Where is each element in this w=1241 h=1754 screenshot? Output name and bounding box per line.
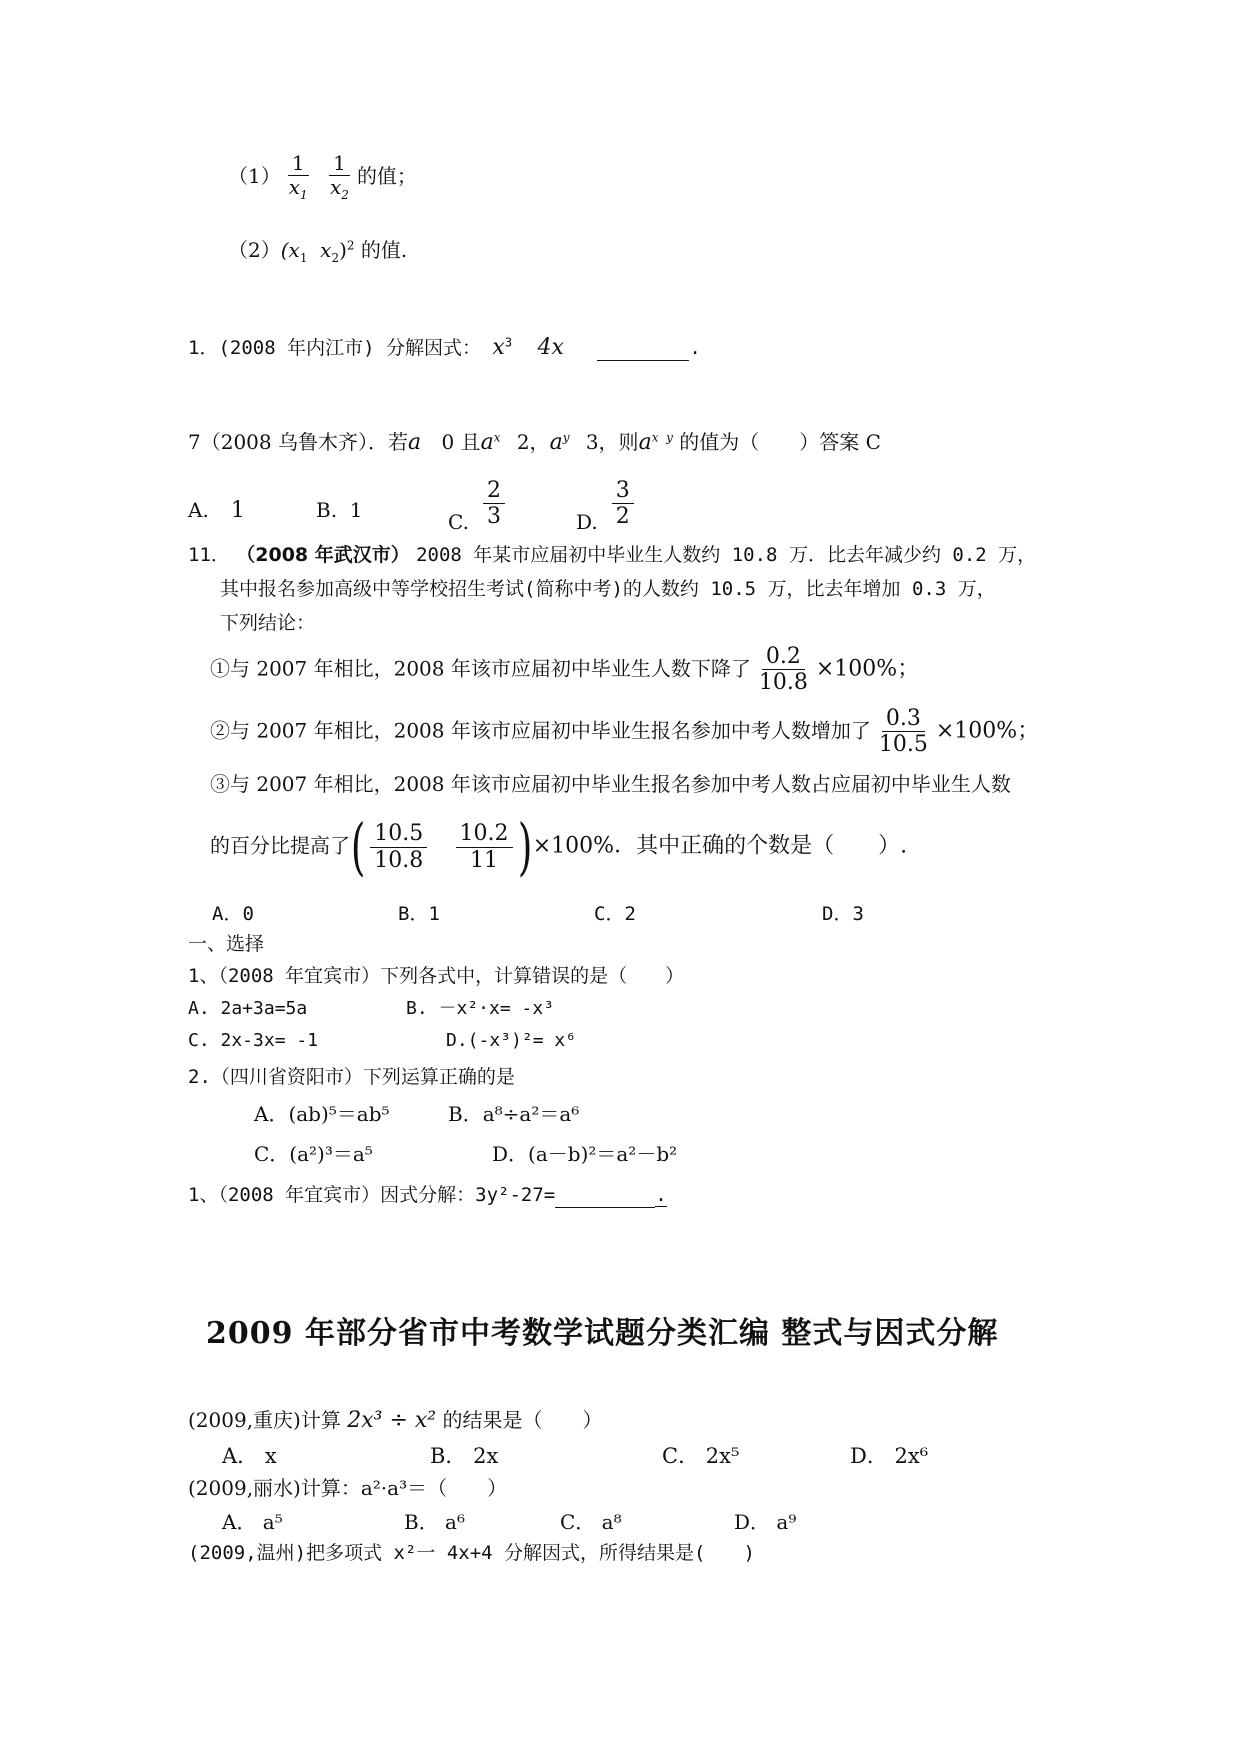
question-tail: 的结果是（ ） [442, 1408, 603, 1432]
conclusion-2 [210, 706, 1039, 758]
option-d [576, 478, 638, 535]
exponent: 2 [346, 238, 355, 253]
fraction-1-over-x2 [326, 152, 353, 203]
denominator [326, 176, 353, 203]
option-a: A．(ab)⁵＝ab⁵ [254, 1102, 390, 1126]
option-b: B. 1 [316, 498, 363, 522]
denominator-var: x [288, 175, 301, 199]
conclusion-tail: ×100%； [815, 656, 920, 682]
option-d: D． 2x⁶ [850, 1444, 929, 1468]
denominator: 3 [486, 504, 501, 530]
option-b: B． 2x [430, 1444, 499, 1468]
expr: 2x³ ÷ x² [347, 1408, 437, 1433]
numerator: 0.2 [762, 644, 805, 670]
expr: 2， [516, 430, 550, 454]
question-yibin-2 [188, 1184, 667, 1208]
option-c: C． a⁸ [560, 1510, 622, 1534]
denominator: 2 [615, 504, 630, 530]
numerator: 3 [612, 478, 634, 504]
question-tail: 的值为（ ）答案 C [679, 430, 881, 454]
option-d: D． a⁹ [734, 1510, 797, 1534]
part-tail: 的值. [360, 238, 408, 262]
question-wuhan-line2: 其中报名参加高级中等学校招生考试(简称中考)的人数约 10.5 万，比去年增加 0.3 万， [220, 578, 996, 600]
prev-part-1 [228, 152, 417, 203]
conclusion-text: ②与 2007 年相比，2008 年该市应届初中毕业生报名参加中考人数增加了 [210, 718, 871, 743]
fraction [483, 478, 505, 530]
numerator: 1 [288, 152, 309, 176]
denominator: 11 [470, 847, 499, 873]
denominator: 10.5 [878, 732, 928, 758]
part-label: （2） [228, 238, 281, 262]
left-paren: ( [350, 810, 366, 883]
conclusion-3: ③与 2007 年相比，2008 年该市应届初中毕业生报名参加中考人数占应届初中毕业生人数 [210, 772, 1011, 796]
expr: ) [339, 238, 347, 262]
question-text: 2008 年某市应届初中毕业生人数约 10.8 万．比去年减少约 0.2 万， [416, 544, 1037, 566]
answer-blank[interactable] [597, 340, 689, 361]
expr: x [307, 238, 332, 262]
option-a: A． x [222, 1444, 277, 1468]
fraction [875, 706, 932, 758]
page-title: 2009 年部分省市中考数学试题分类汇编 整式与因式分解 [206, 1316, 999, 1351]
question-wuhan-line1 [188, 542, 1036, 567]
expr: x [492, 335, 505, 360]
question-neijiang [188, 335, 701, 361]
numerator: 10.5 [370, 821, 427, 847]
question-text: 7（2008 乌鲁木齐）．若 [188, 430, 408, 454]
denominator: 10.8 [758, 670, 808, 696]
conclusion-text: ①与 2007 年相比，2008 年该市应届初中毕业生人数下降了 [210, 656, 751, 681]
option-a: A．0 [212, 903, 254, 925]
option-a: A． a⁵ [222, 1510, 283, 1534]
exponent: y [562, 430, 570, 445]
fraction [370, 821, 427, 873]
question-urumqi [188, 430, 881, 456]
fraction [456, 821, 513, 873]
denominator-var: x [330, 175, 342, 199]
option-c: C．(a²)³＝a⁵ [254, 1142, 373, 1166]
question-lishui: (2009,丽水)计算：a²·a³＝（ ） [188, 1476, 508, 1500]
expr: a [638, 430, 652, 455]
subscript: 1 [300, 188, 308, 202]
option-c [448, 478, 509, 535]
numerator: 10.2 [456, 821, 513, 847]
denominator [285, 176, 312, 203]
subscript: 1 [299, 251, 308, 265]
expr: (x [280, 238, 300, 262]
subscript: 2 [341, 188, 349, 202]
option-d: D．3 [822, 903, 864, 925]
question-wuhan-line3: 下列结论： [220, 612, 316, 634]
option-d: D.(-x³)²= x⁶ [446, 1030, 577, 1051]
option-c: C． 2x⁵ [662, 1444, 740, 1468]
expr: 0 且 [441, 430, 481, 454]
question-ziyang: 2.（四川省资阳市）下列运算正确的是 [188, 1066, 515, 1088]
option-c: C．2 [594, 903, 636, 925]
expr: a [407, 430, 422, 455]
answer-blank[interactable] [555, 1187, 655, 1208]
numerator: 2 [483, 478, 505, 504]
conclusion-tail: ×100%．其中正确的个数是（ ）. [532, 833, 908, 859]
section-heading: 一、选择 [188, 933, 265, 955]
subscript: 2 [331, 251, 340, 265]
option-b: B．a⁸÷a²＝a⁶ [448, 1102, 580, 1126]
exponent: x y [651, 430, 673, 445]
question-number: 11． [188, 544, 230, 566]
option-b: B．1 [398, 903, 440, 925]
conclusion-tail: ×100%； [935, 718, 1040, 744]
option-label: A. [188, 498, 209, 522]
question-text: 1．(2008 年内江市) 分解因式： [188, 337, 481, 359]
question-source: （2008 年武汉市） [236, 544, 410, 566]
fraction [755, 644, 812, 696]
part-tail: 的值； [356, 163, 417, 188]
conclusion-3-cont [210, 810, 908, 883]
question-wenzhou: (2009,温州)把多项式 x²一 4x+4 分解因式，所得结果是( ) [188, 1542, 755, 1564]
exponent: x [493, 430, 501, 445]
numerator: 1 [329, 152, 350, 176]
part-label: （1） [228, 163, 281, 188]
expr: a [480, 430, 494, 455]
question-tail: . [689, 337, 701, 359]
question-text: 1、（2008 年宜宾市）因式分解：3y²-27= [188, 1184, 556, 1206]
expr: 3，则 [585, 430, 639, 454]
numerator: 0.3 [882, 706, 925, 732]
option-label: C. [448, 510, 469, 535]
denominator: 10.8 [374, 847, 424, 873]
expr: a [549, 430, 563, 455]
option-c: C. 2x-3x= -1 [188, 1030, 319, 1051]
urumqi-options [188, 478, 688, 542]
option-value: 1 [230, 498, 245, 523]
question-text: (2009,重庆)计算 [188, 1408, 341, 1432]
conclusion-text: 的百分比提高了 [210, 833, 350, 858]
exponent: 3 [504, 335, 513, 350]
expr: 4x [537, 335, 564, 360]
fraction-1-over-x1 [285, 152, 312, 203]
option-a: A. 2a+3a=5a [188, 998, 308, 1019]
option-a [188, 498, 245, 524]
question-yibin-1: 1、（2008 年宜宾市）下列各式中，计算错误的是（ ） [188, 965, 685, 987]
option-b: B. －x²·x= -x³ [406, 998, 555, 1019]
right-paren: ) [517, 810, 532, 883]
fraction [612, 478, 634, 530]
question-chongqing [188, 1408, 602, 1434]
prev-part-2 [228, 238, 407, 265]
question-tail: . [655, 1184, 667, 1206]
option-label: D. [576, 510, 598, 535]
conclusion-1 [210, 644, 919, 696]
option-b: B． a⁶ [404, 1510, 465, 1534]
option-d: D．(a－b)²＝a²－b² [492, 1142, 678, 1166]
